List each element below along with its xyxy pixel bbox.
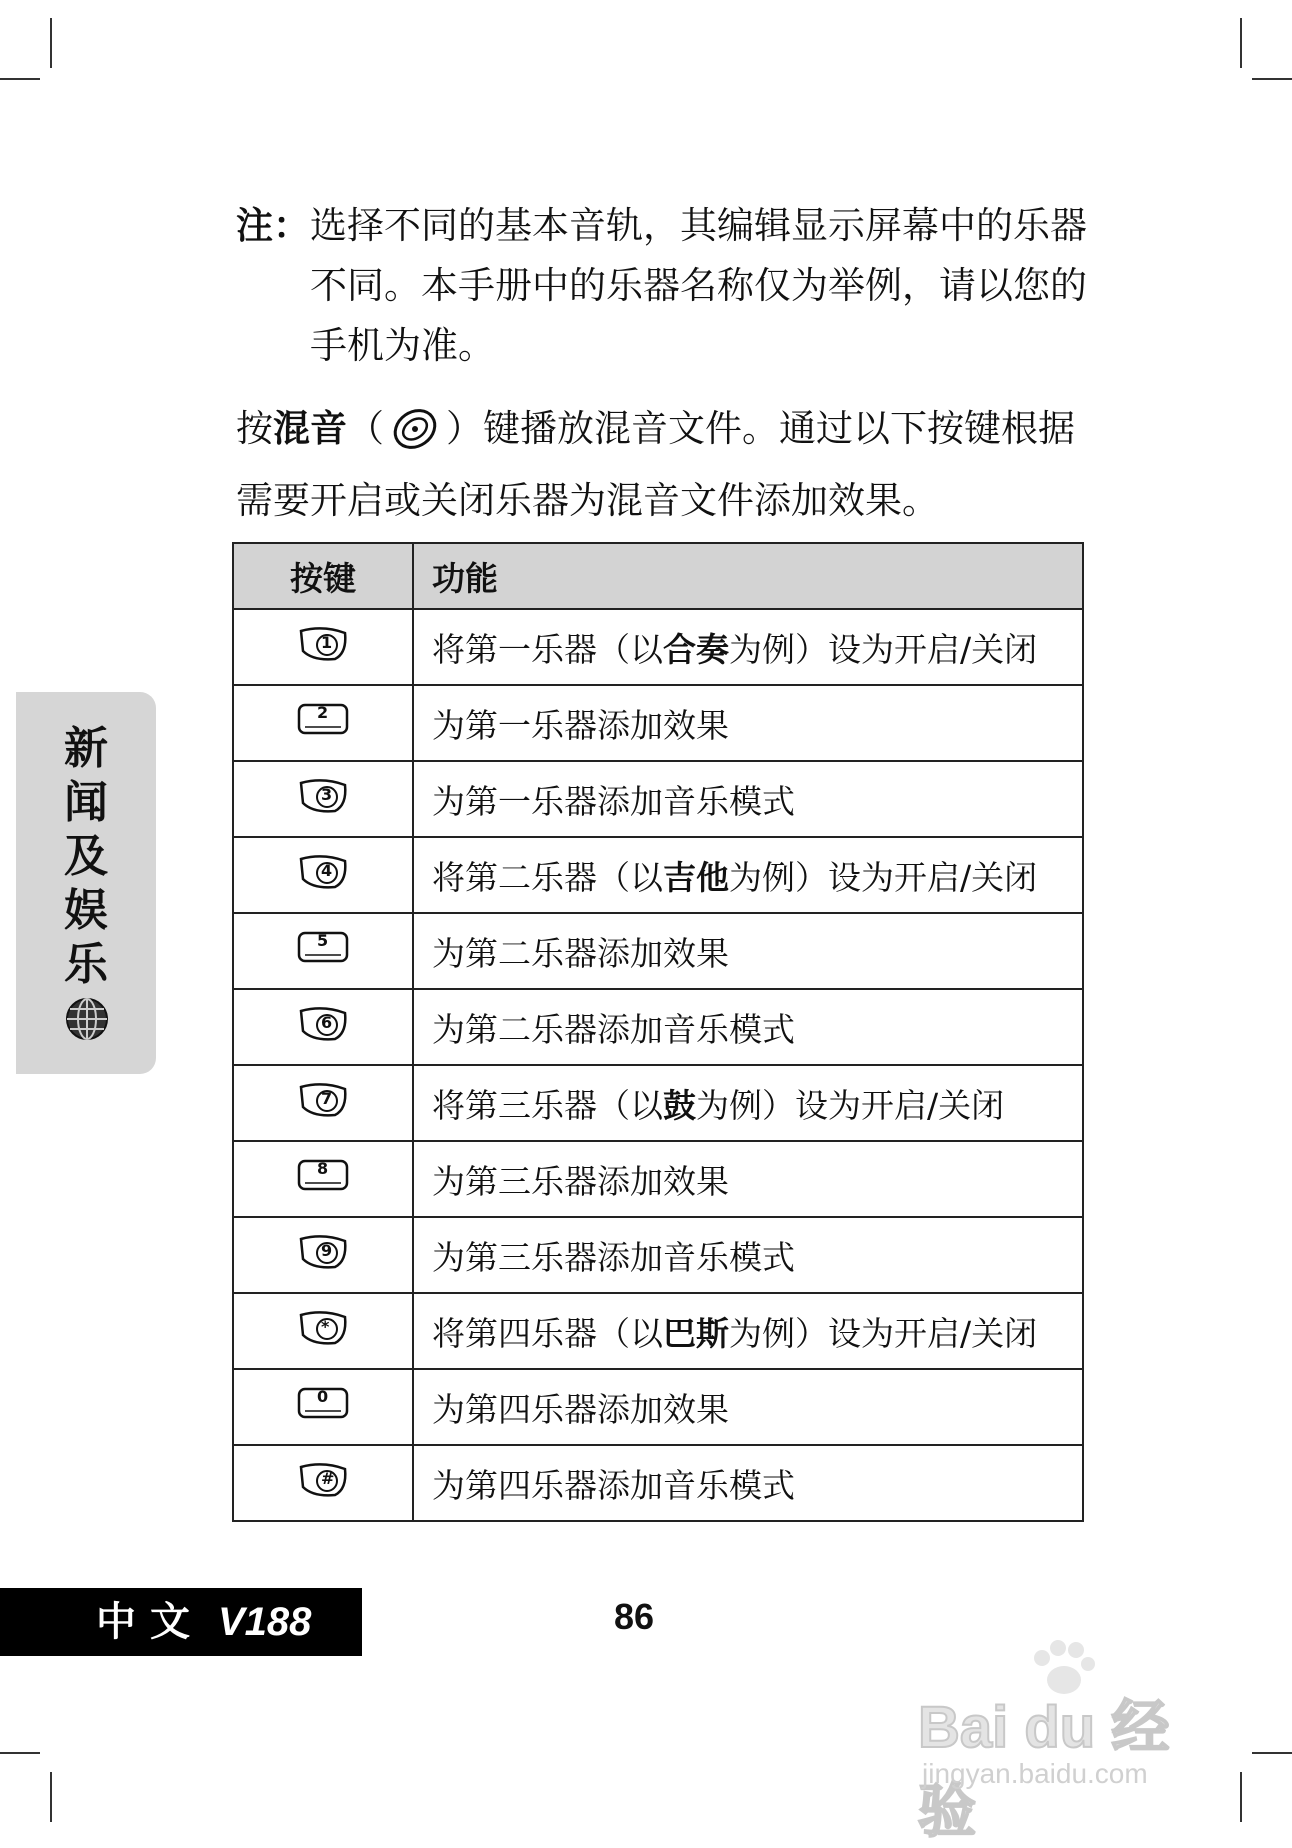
key-glyph: 7	[321, 1089, 333, 1108]
function-cell	[413, 989, 1083, 1065]
note-label: 注：	[236, 204, 310, 247]
key-1-icon	[295, 623, 351, 671]
function-cell	[413, 837, 1083, 913]
table-row	[233, 1141, 1083, 1217]
function-cell	[413, 685, 1083, 761]
watermark-brand: Bai du 经验	[918, 1695, 1170, 1844]
key-8-icon	[295, 1155, 351, 1203]
table-row	[233, 761, 1083, 837]
key-4-icon	[295, 851, 351, 899]
side-tab	[16, 692, 156, 1074]
function-text: 将第三乐器（以	[432, 1085, 663, 1125]
key-2-icon	[295, 699, 351, 747]
table-row	[233, 913, 1083, 989]
table-row	[233, 1369, 1083, 1445]
note-text: 选择不同的基本音轨，其编辑显示屏幕中的乐器不同。本手册中的乐器名称仅为举例，请以您的手机为准。	[310, 204, 1087, 367]
side-tab-label: 新 闻 及 娱 乐	[64, 723, 108, 990]
instrument-name: 合奏	[663, 629, 729, 669]
function-cell	[413, 609, 1083, 685]
function-text-tail: 为例）设为开启/关闭	[729, 857, 1038, 897]
table-row	[233, 1293, 1083, 1369]
table-row	[233, 1445, 1083, 1521]
watermark	[918, 1640, 1218, 1844]
function-text: 为第二乐器添加音乐模式	[432, 1009, 795, 1049]
function-text: 将第二乐器（以	[432, 857, 663, 897]
key-glyph: 1	[321, 633, 333, 652]
table-row	[233, 989, 1083, 1065]
crop-mark	[50, 18, 52, 68]
para-paren-open: （	[347, 407, 384, 450]
crop-mark	[1240, 18, 1242, 68]
table-row	[233, 837, 1083, 913]
function-text: 为第三乐器添加音乐模式	[432, 1237, 795, 1277]
table-row	[233, 685, 1083, 761]
function-cell	[413, 1065, 1083, 1141]
note	[236, 196, 1096, 376]
mix-key-name: 混音	[273, 407, 347, 450]
mix-softkey-icon	[390, 407, 440, 470]
crop-mark	[0, 1752, 40, 1754]
crop-mark	[50, 1772, 52, 1822]
header-key: 按键	[233, 543, 413, 609]
function-text: 为第一乐器添加音乐模式	[432, 781, 795, 821]
function-cell	[413, 1141, 1083, 1217]
header-function: 功能	[413, 543, 1083, 609]
crop-mark	[1252, 78, 1292, 80]
key-0-icon	[295, 1383, 351, 1431]
para-paren-close: ）	[446, 407, 483, 450]
function-text-tail: 为例）设为开启/关闭	[696, 1085, 1005, 1125]
function-cell	[413, 1369, 1083, 1445]
para-after: 键播放混音文件。通过以下按键根据需要开启或关闭乐器为混音文件添加效果。	[236, 407, 1075, 522]
key-6-icon	[295, 1003, 351, 1051]
instrument-name: 吉他	[663, 857, 729, 897]
instrument-name: 巴斯	[663, 1313, 729, 1353]
para-before: 按	[236, 407, 273, 450]
footer-bar	[0, 1588, 362, 1656]
table-row	[233, 1065, 1083, 1141]
function-text: 为第四乐器添加音乐模式	[432, 1465, 795, 1505]
key-hash-icon	[295, 1459, 351, 1507]
function-cell	[413, 913, 1083, 989]
globe-icon	[64, 996, 110, 1046]
footer-language: 中文	[96, 1599, 204, 1645]
function-cell	[413, 1445, 1083, 1521]
key-glyph: 0	[317, 1387, 329, 1406]
key-3-icon	[295, 775, 351, 823]
function-text: 为第二乐器添加效果	[432, 933, 729, 973]
crop-mark	[0, 78, 40, 80]
function-cell	[413, 1217, 1083, 1293]
function-text-tail: 为例）设为开启/关闭	[729, 629, 1038, 669]
key-star-icon	[295, 1307, 351, 1355]
function-text: 将第四乐器（以	[432, 1313, 663, 1353]
table-row	[233, 1217, 1083, 1293]
key-glyph: 4	[321, 861, 333, 880]
function-text: 将第一乐器（以	[432, 629, 663, 669]
crop-mark	[1240, 1772, 1242, 1822]
key-glyph: 8	[317, 1159, 329, 1178]
key-glyph: 6	[321, 1013, 333, 1032]
function-cell	[413, 761, 1083, 837]
key-glyph: 3	[321, 785, 333, 804]
key-glyph: 5	[317, 931, 329, 950]
function-text: 为第四乐器添加效果	[432, 1389, 729, 1429]
instruction-paragraph	[236, 398, 1096, 532]
key-7-icon	[295, 1079, 351, 1127]
key-glyph: 2	[317, 703, 329, 722]
key-5-icon	[295, 927, 351, 975]
key-function-table	[232, 542, 1084, 1522]
function-text: 为第三乐器添加效果	[432, 1161, 729, 1201]
function-text: 为第一乐器添加效果	[432, 705, 729, 745]
key-glyph: #	[321, 1469, 335, 1488]
table-row	[233, 609, 1083, 685]
footer-model: V188	[218, 1600, 312, 1644]
crop-mark	[1252, 1752, 1292, 1754]
function-text-tail: 为例）设为开启/关闭	[729, 1313, 1038, 1353]
key-glyph: 9	[321, 1241, 333, 1260]
instrument-name: 鼓	[663, 1085, 696, 1125]
key-glyph: *	[321, 1317, 330, 1336]
key-9-icon	[295, 1231, 351, 1279]
page-number: 86	[614, 1596, 655, 1637]
function-cell	[413, 1293, 1083, 1369]
watermark-url: jingyan.baidu.com	[922, 1758, 1148, 1789]
